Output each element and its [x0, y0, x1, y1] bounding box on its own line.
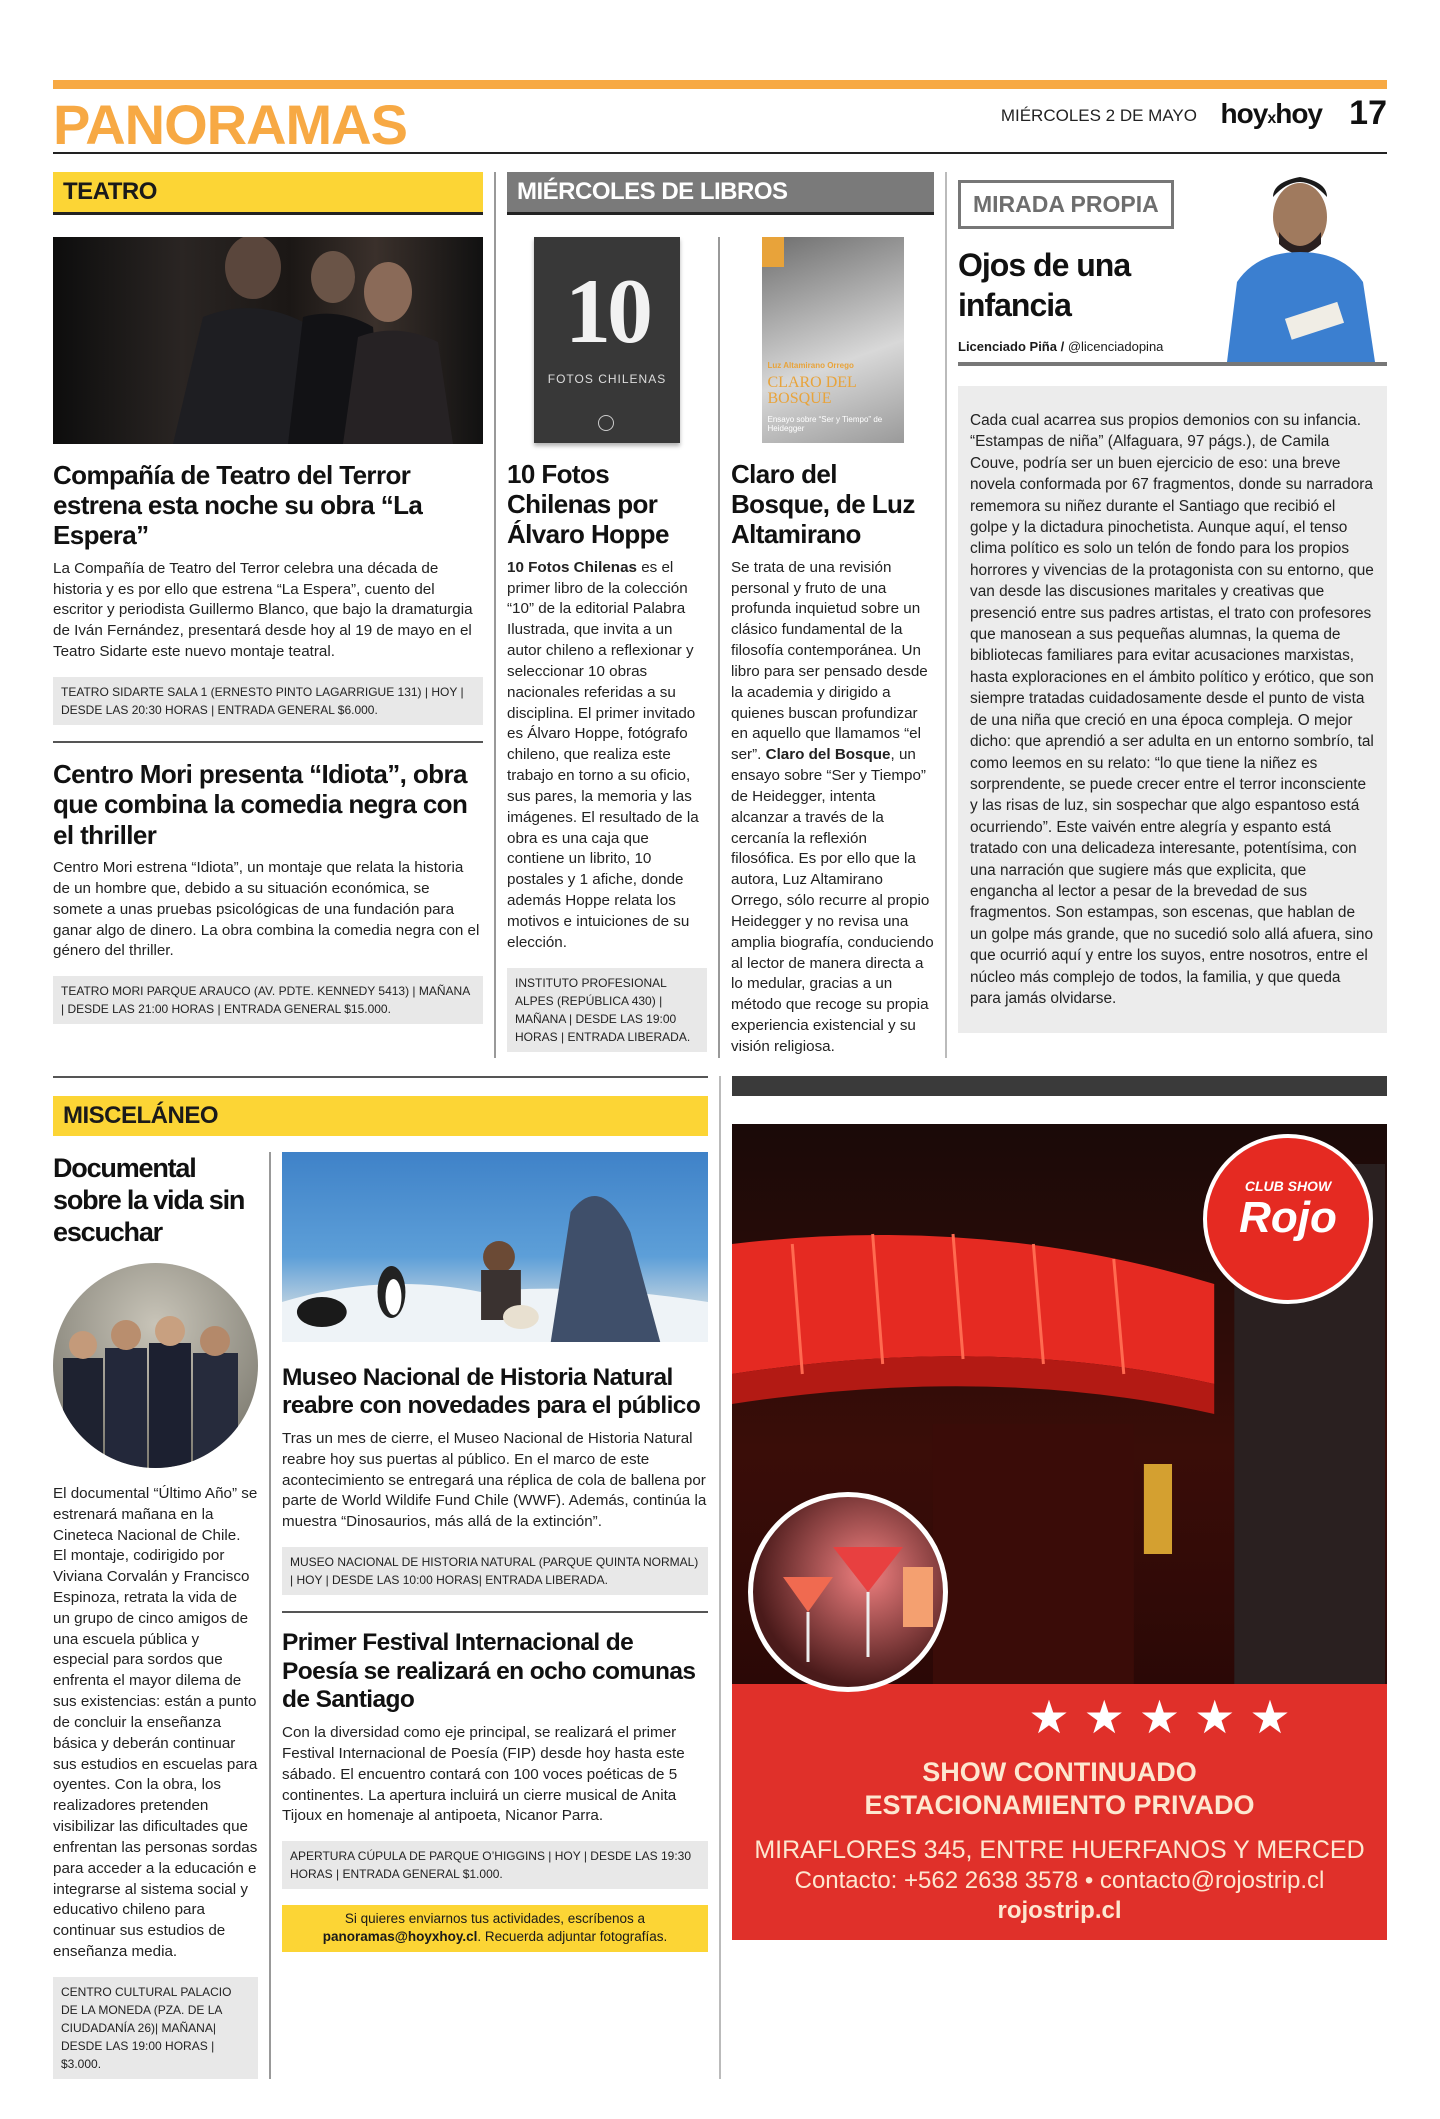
- misc-right-column: [282, 1152, 708, 1952]
- mirada-body-box: [958, 386, 1387, 1033]
- mirada-headline: Ojos de una infancia: [958, 247, 1131, 324]
- column-divider: [945, 172, 947, 1058]
- ad-top-bar: [732, 1076, 1387, 1096]
- libros-column: [507, 172, 934, 1058]
- book2-column: [731, 237, 934, 1058]
- book2-body-bold: Claro del Bosque: [765, 746, 891, 764]
- star-icon: ★: [1194, 1690, 1236, 1743]
- brand-right: hoy: [1275, 98, 1322, 129]
- cocktails-photo: [748, 1492, 948, 1692]
- teatro-headline-1: Compañía de Teatro del Terror estrena esta noche su obra “La Espera”: [53, 459, 423, 551]
- brand-left: hoy: [1220, 98, 1268, 129]
- logo-rojo: Rojo: [1239, 1193, 1337, 1243]
- misc-column: [53, 1076, 708, 2079]
- mirada-byline: [958, 339, 1217, 362]
- festival-headline: Primer Festival Internacional de Poesía se realizará en ocho comunas de Santiago: [282, 1629, 696, 1714]
- star-icon: ★: [1249, 1690, 1291, 1743]
- cover-title: CLARO DEL BOSQUE: [767, 373, 857, 407]
- byline-author: Licenciado Piña /: [958, 339, 1065, 355]
- book1-column: [507, 237, 707, 1052]
- teatro-header: [53, 172, 483, 215]
- cocktail-glasses-illustration: [753, 1497, 943, 1687]
- mirada-rule: [958, 362, 1387, 366]
- star-rating: [742, 1690, 1377, 1746]
- teatro-photo: [53, 237, 483, 444]
- cover-title: FOTOS CHILENAS: [547, 371, 667, 386]
- book1-body: [507, 558, 707, 954]
- submissions-callout: [282, 1905, 708, 1951]
- documental-body: El documental “Último Año” se estrenará mañana en la Cineteca Nacional de Chile. El montaje, codirigido por Viviana Corvalán y Francisco Espinoza, retrata la vida de un grupo de cinco amigos de una escuela pública y especial para sordos que enfrenta el mayor dilema de sus existencias: están a punto de concluir la enseñanza básica y deberán continuar sus estudios en escuelas para oyentes. Con la obra, los realizadores pretenden visibilizar las dificultades que enfrentan las personas sordas para acceder a la educación e integrarse al sistema social y educativo chileno para continuar sus estudios de enseñanza media.: [53, 1484, 258, 1961]
- ad-line-1: SHOW CONTINUADO: [922, 1756, 1197, 1787]
- advertisement[interactable]: [732, 1124, 1387, 1941]
- ad-column: [732, 1076, 1387, 1941]
- mirada-body: Cada cual acarrea sus propios demonios con su infancia. “Estampas de niña” (Alfaguara, 97 págs.), de Camila Couve, podría ser un buen ejercicio de eso: una breve novela conformada por 67 fragmentos, donde su narradora rememora su niñez durante el Santiago que recibió el golpe y la dictadura pinochetista. Aunque aquí, el tenso clima político es solo un telón de fondo para los propios horrores y vivencias de la protagonista con su entorno, que van desde las discusiones maritales y creativas que presenció entre sus padres artistas, el trato con profesores que manosean a sus pequeñas alumnas, la quema de bibliotecas familiares para evitar acusaciones marxistas, hasta exploraciones en el ámbito político y erótico, que son siempre tratadas cuidadosamente desde el punto de vista de una niña que creció en una época compleja. O mejor dicho: que aprendió a ser adulta en un entorno sombrío, tal como leemos en su relato: “lo que tiene la niñez es sorprendente, se puede crecer entre el terror inconsciente y las risas de luz, sin sospechar que algo espantoso está ocurriendo”. Este vaivén entre alegría y espanto está tratado con una delicadeza interesante, potentísima, con una narración que sugiere más que explicita, que engancha al lector a pesar de la brevedad de sus fragmentos. Son estampas, son escenas, que hablan de un golpe más grande, que no sucedió solo allá afuera, sino que ocurrió aquí y entre los suyos, entre nosotros, entre el núcleo más complejo de todos, la familia, y que queda para jamás olvidarse.: [970, 412, 1374, 1007]
- book-cover-claro-del-bosque: [762, 237, 904, 443]
- misc-content: [53, 1152, 708, 2079]
- top-row: [53, 172, 1387, 1058]
- festival-body: Con la diversidad como eje principal, se realizará el primer Festival Internacional de Poesía (FIP) desde hoy hasta este sábado. El encuentro contará con 100 voces poéticas de 5 continentes. La apertura incluirá un cierre musical de Anita Tijoux en homenaje al antipoeta, Nicanor Parra.: [282, 1724, 685, 1825]
- book2-body-a: Se trata de una revisión personal y fruto de una profunda inquietud sobre un clásico fundamental de la filosofía contemporánea. Un libro para ser pensado desde la academia y dirigido a quienes buscan profundizar en aquello que llamamos “el ser”.: [731, 558, 928, 764]
- newspaper-page: [53, 0, 1387, 2119]
- publisher-logo-icon: [762, 237, 784, 267]
- libros-books: [507, 237, 934, 1058]
- mirada-column: [958, 172, 1387, 1033]
- book1-body-bold: 10 Fotos Chilenas: [507, 558, 637, 576]
- ad-line-2: ESTACIONAMIENTO PRIVADO: [864, 1790, 1255, 1821]
- column-divider: [718, 237, 720, 1058]
- mirada-title-block: [958, 180, 1217, 362]
- cover-subtitle: Ensayo sobre “Ser y Tiempo” de Heidegger: [767, 414, 883, 434]
- publisher-logo-icon: [598, 415, 614, 431]
- actors-photo-illustration: [53, 237, 483, 444]
- teatro-headline-2: Centro Mori presenta “Idiota”, obra que combina la comedia negra con el thriller: [53, 758, 468, 850]
- top-accent-bar: [53, 80, 1387, 89]
- book-cover-10-fotos: [534, 237, 680, 443]
- festival-info: APERTURA CÚPULA DE PARQUE O’HIGGINS | HOY | DESDE LAS 19:30 HORAS | ENTRADA GENERAL $1.000.: [282, 1841, 708, 1889]
- column-divider: [719, 1076, 721, 2079]
- logo-club-show: CLUB SHOW: [1244, 1177, 1332, 1194]
- teatro-body-2: Centro Mori estrena “Idiota”, un montaje que relata la historia de un hombre que, debido a su situación económica, se somete a unas pruebas psicológicas de una fundación para ganar algo de dinero. La obra combina la comedia negra con el género del thriller.: [53, 859, 480, 960]
- cover-number: 10: [565, 259, 649, 362]
- columnist-photo: [1217, 172, 1387, 362]
- ad-contact[interactable]: Contacto: +562 2638 3578 • contacto@rojostrip.cl: [794, 1867, 1325, 1895]
- documental-column: [53, 1152, 258, 2079]
- mirada-top: [958, 172, 1387, 362]
- divider: [53, 741, 483, 743]
- teatro-info-2: TEATRO MORI PARQUE ARAUCO (AV. PDTE. KENNEDY 5413) | MAÑANA | DESDE LAS 21:00 HORAS | ENTRADA GENERAL $15.000.: [53, 976, 483, 1024]
- misc-header: [53, 1096, 708, 1136]
- star-icon: ★: [1138, 1690, 1181, 1743]
- cover-author: Luz Altamirano Orrego: [767, 360, 854, 370]
- book2-body-b: , un ensayo sobre “Ser y Tiempo” de Heidegger, intenta alcanzar a través de la cercanía la reflexión filosófica. Es por ello que la autora, Luz Altamirano Orrego, sólo recurre al propio Heidegger y no revisa una amplia biografía, conduciendo al lector de manera directa a lo medular, gracias a un método que recoge su propia experiencia existencial y su visión religiosa.: [731, 746, 934, 1055]
- book1-body-text: es el primer libro de la colección “10” de la editorial Palabra Ilustrada, que invita a un autor chileno a reflexionar y seleccionar 10 obras nacionales referidas a su disciplina. El primer invitado es Álvaro Hoppe, fotógrafo chileno, que realiza este trabajo en torno a su oficio, sus pares, la memoria y las imágenes. El resultado de la obra es una caja que contiene un librito, 10 postales y 1 afiche, donde además Hoppe relata los motivos e intuiciones de su elección.: [507, 558, 699, 951]
- ad-info-panel: [732, 1684, 1387, 1941]
- book2-body: [731, 558, 934, 1058]
- documental-info: CENTRO CULTURAL PALACIO DE LA MONEDA (PZA. DE LA CIUDADANÍA 26)| MAÑANA| DESDE LAS 19:00 HORAS | $3.000.: [53, 1977, 258, 2079]
- star-icon: ★: [1028, 1690, 1070, 1743]
- page-number: 17: [1349, 94, 1387, 132]
- book1-info: INSTITUTO PROFESIONAL ALPES (REPÚBLICA 430) | MAÑANA | DESDE LAS 19:00 HORAS | ENTRADA LIBERADA.: [507, 968, 707, 1052]
- libros-label: MIÉRCOLES DE LIBROS: [517, 178, 788, 205]
- museo-info: MUSEO NACIONAL DE HISTORIA NATURAL (PARQUE QUINTA NORMAL) | HOY | DESDE LAS 10:00 HORAS| ENTRADA LIBERADA.: [282, 1547, 708, 1595]
- teatro-label: TEATRO: [63, 178, 157, 205]
- masthead: [53, 92, 1387, 154]
- book1-headline: 10 Fotos Chilenas por Álvaro Hoppe: [507, 458, 669, 550]
- museo-headline: Museo Nacional de Historia Natural reabre con novedades para el público: [282, 1363, 701, 1420]
- ad-image-area: [732, 1124, 1387, 1684]
- star-icon: ★: [1083, 1690, 1125, 1743]
- museo-photo: [282, 1152, 708, 1342]
- dateline: MIÉRCOLES 2 DE MAYO: [1000, 106, 1197, 125]
- column-divider: [494, 172, 496, 1058]
- misc-label: MISCELÁNEO: [63, 1101, 219, 1129]
- mirada-header: [958, 180, 1174, 229]
- ad-website[interactable]: rojostrip.cl: [997, 1897, 1122, 1925]
- teatro-info-1: TEATRO SIDARTE SALA 1 (ERNESTO PINTO LAGARRIGUE 131) | HOY | DESDE LAS 20:30 HORAS | ENTRADA GENERAL $6.000.: [53, 677, 483, 725]
- ad-address: MIRAFLORES 345, ENTRE HUERFANOS Y MERCED: [754, 1836, 1365, 1865]
- section-title: PANORAMAS: [53, 93, 407, 156]
- byline-handle: @licenciadopina: [1064, 339, 1164, 355]
- brand-x: x: [1267, 110, 1276, 127]
- documental-headline: Documental sobre la vida sin escuchar: [53, 1152, 245, 1248]
- divider: [282, 1611, 708, 1613]
- teatro-column: [53, 172, 483, 1024]
- mirada-label: MIRADA PROPIA: [973, 191, 1159, 218]
- columnist-illustration: [1217, 172, 1387, 362]
- bottom-row: [53, 1076, 1387, 2079]
- column-divider: [269, 1152, 271, 2079]
- museo-body: Tras un mes de cierre, el Museo Nacional de Historia Natural reabre hoy sus puertas al público. En el marco de este acontecimiento se entregará una réplica de cola de ballena por parte de World Wildife Fund Chile (WWF). Además, continúa la muestra “Dinosaurios, más allá de la extinción”.: [282, 1430, 707, 1531]
- rojo-logo: [1203, 1134, 1373, 1304]
- brand-logo: [1221, 98, 1322, 130]
- documental-photo: [53, 1263, 258, 1468]
- callout-tail: . Recuerda adjuntar fotografías.: [477, 1929, 668, 1945]
- divider: [53, 1076, 708, 1078]
- book2-headline: Claro del Bosque, de Luz Altamirano: [731, 458, 915, 550]
- libros-header: [507, 172, 934, 215]
- penguins-exhibit-illustration: [282, 1152, 708, 1342]
- students-illustration: [53, 1263, 258, 1468]
- callout-text: Si quieres enviarnos tus actividades, escríbenos a: [344, 1911, 646, 1927]
- teatro-body-1: La Compañía de Teatro del Terror celebra una década de historia y es por ello que estrena “La Espera”, cuento del escritor y periodista Guillermo Blanco, que bajo la dramaturgia de Iván Fernández, presentará desde hoy al 19 de mayo en el Teatro Sidarte este nuevo montaje teatral.: [53, 559, 473, 661]
- callout-email-link[interactable]: panoramas@hoyxhoy.cl: [322, 1929, 478, 1945]
